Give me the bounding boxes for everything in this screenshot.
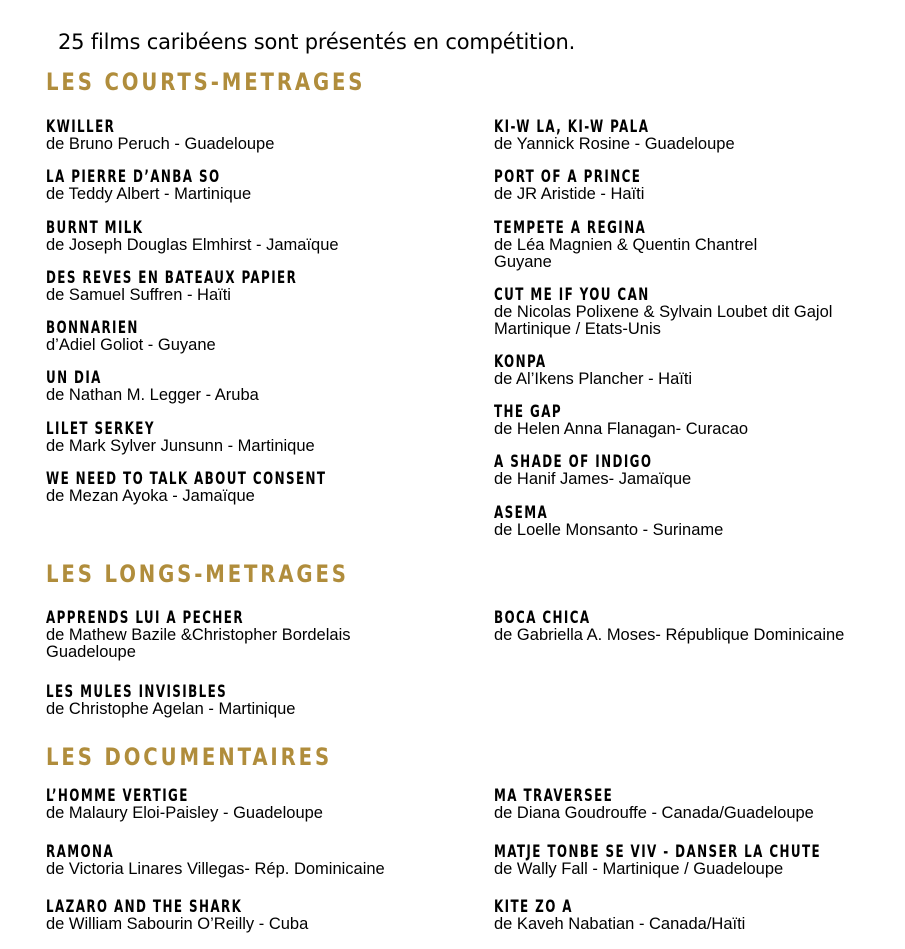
- film-entry: [46, 269, 466, 304]
- film-entry: [494, 898, 905, 933]
- film-title: THE GAP: [494, 402, 563, 422]
- film-credit: de Loelle Monsanto - Suriname: [494, 521, 724, 539]
- film-credit: de Yannick Rosine - Guadeloupe: [494, 135, 735, 153]
- film-entry: [46, 168, 466, 203]
- film-credit: de Mark Sylver Junsunn - Martinique: [46, 437, 315, 455]
- film-title: KITE ZO A: [494, 897, 573, 917]
- film-title: LES MULES INVISIBLES: [46, 682, 228, 702]
- film-credit: de Nicolas Polixene & Sylvain Loubet dit Gajol: [494, 303, 833, 321]
- film-title: WE NEED TO TALK ABOUT CONSENT: [46, 469, 327, 489]
- film-credit: de JR Aristide - Haïti: [494, 185, 645, 203]
- film-title: ASEMA: [494, 503, 549, 523]
- film-credit: de Léa Magnien & Quentin Chantrel: [494, 236, 758, 254]
- section-title-courts: LES COURTS-METRAGES: [46, 68, 366, 96]
- film-credit: d’Adiel Goliot - Guyane: [46, 336, 216, 354]
- section-title-documentaires: LES DOCUMENTAIRES: [46, 743, 333, 771]
- film-title: DES REVES EN BATEAUX PAPIER: [46, 268, 298, 288]
- film-credit: de Bruno Peruch - Guadeloupe: [46, 135, 275, 153]
- film-title: MA TRAVERSEE: [494, 786, 614, 806]
- intro-text: 25 films caribéens sont présentés en compétition.: [58, 30, 576, 54]
- film-entry: [46, 118, 466, 153]
- film-entry: [46, 843, 466, 878]
- film-credit: de Helen Anna Flanagan- Curacao: [494, 420, 749, 438]
- film-credit: de Teddy Albert - Martinique: [46, 185, 252, 203]
- film-entry: [46, 898, 466, 933]
- film-title: BONNARIEN: [46, 318, 139, 338]
- film-title: TEMPETE A REGINA: [494, 218, 647, 238]
- film-entry: [46, 219, 466, 254]
- film-entry: [46, 609, 466, 661]
- film-credit: de Samuel Suffren - Haïti: [46, 286, 231, 304]
- film-title: KONPA: [494, 352, 547, 372]
- film-entry: [494, 843, 905, 878]
- film-title: KI-W LA, KI-W PALA: [494, 117, 650, 137]
- film-credit-line2: Guadeloupe: [46, 643, 136, 661]
- film-entry: [494, 504, 905, 539]
- film-title: CUT ME IF YOU CAN: [494, 285, 650, 305]
- film-credit: de Malaury Eloi-Paisley - Guadeloupe: [46, 804, 323, 822]
- film-entry: [494, 219, 905, 271]
- film-credit: de Gabriella A. Moses- République Dominicaine: [494, 626, 845, 644]
- film-credit-line2: Martinique / Etats-Unis: [494, 320, 661, 338]
- film-credit: de Nathan M. Legger - Aruba: [46, 386, 259, 404]
- film-entry: [494, 168, 905, 203]
- film-credit: de Christophe Agelan - Martinique: [46, 700, 296, 718]
- film-credit: de Diana Goudrouffe - Canada/Guadeloupe: [494, 804, 814, 822]
- film-title: RAMONA: [46, 842, 115, 862]
- film-entry: [494, 118, 905, 153]
- film-credit-line2: Guyane: [494, 253, 552, 271]
- film-credit: de Mezan Ayoka - Jamaïque: [46, 487, 255, 505]
- film-title: L’HOMME VERTIGE: [46, 786, 189, 806]
- film-title: UN DIA: [46, 368, 102, 388]
- film-title: LILET SERKEY: [46, 419, 155, 439]
- film-credit: de Mathew Bazile &Christopher Bordelais: [46, 626, 351, 644]
- film-title: LAZARO AND THE SHARK: [46, 897, 243, 917]
- film-credit: de Victoria Linares Villegas- Rép. Dominicaine: [46, 860, 385, 878]
- film-credit: de Joseph Douglas Elmhirst - Jamaïque: [46, 236, 339, 254]
- film-title: KWILLER: [46, 117, 116, 137]
- film-credit: de Kaveh Nabatian - Canada/Haïti: [494, 915, 746, 933]
- film-entry: [494, 453, 905, 488]
- film-entry: [46, 787, 466, 822]
- film-entry: [46, 470, 466, 505]
- film-title: LA PIERRE D’ANBA SO: [46, 167, 221, 187]
- film-title: BOCA CHICA: [494, 608, 591, 628]
- film-entry: [494, 609, 905, 644]
- film-credit: de William Sabourin O’Reilly - Cuba: [46, 915, 309, 933]
- film-credit: de Hanif James- Jamaïque: [494, 470, 692, 488]
- film-entry: [46, 369, 466, 404]
- film-title: APPRENDS LUI A PECHER: [46, 608, 244, 628]
- film-title: MATJE TONBE SE VIV - DANSER LA CHUTE: [494, 842, 822, 862]
- film-entry: [46, 319, 466, 354]
- film-title: PORT OF A PRINCE: [494, 167, 642, 187]
- film-entry: [46, 683, 466, 718]
- film-credit: de Al’Ikens Plancher - Haïti: [494, 370, 693, 388]
- film-title: BURNT MILK: [46, 218, 144, 238]
- section-title-longs: LES LONGS-METRAGES: [46, 560, 349, 588]
- film-entry: [494, 403, 905, 438]
- film-entry: [46, 420, 466, 455]
- film-credit: de Wally Fall - Martinique / Guadeloupe: [494, 860, 784, 878]
- film-entry: [494, 286, 905, 338]
- film-entry: [494, 787, 905, 822]
- film-entry: [494, 353, 905, 388]
- film-title: A SHADE OF INDIGO: [494, 452, 653, 472]
